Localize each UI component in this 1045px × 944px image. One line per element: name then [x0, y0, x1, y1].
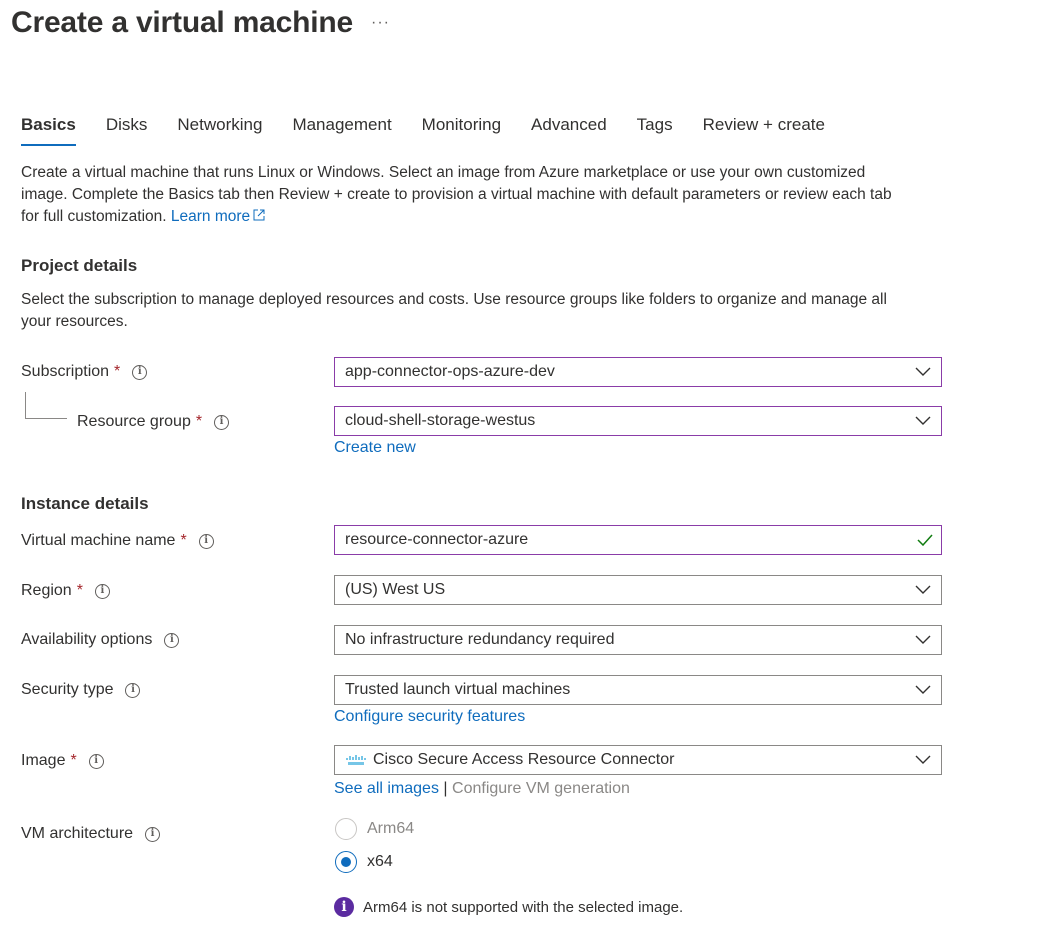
info-icon[interactable]: i — [89, 754, 104, 769]
tab-networking[interactable]: Networking — [177, 115, 263, 134]
create-new-link[interactable]: Create new — [334, 439, 416, 456]
info-icon[interactable]: i — [164, 633, 179, 648]
tab-advanced[interactable]: Advanced — [531, 115, 607, 134]
learn-more-link[interactable]: Learn more — [171, 208, 265, 225]
see-all-images-link[interactable]: See all images — [334, 780, 439, 797]
vm-name-input[interactable]: resource-connector-azure — [334, 525, 942, 555]
arch-option-arm64: Arm64 — [335, 818, 414, 840]
chevron-down-icon — [915, 685, 931, 695]
info-icon[interactable]: i — [145, 827, 160, 842]
resource-group-select[interactable]: cloud-shell-storage-westus — [334, 406, 942, 436]
image-links: See all images | Configure VM generation — [334, 780, 630, 797]
tab-tags[interactable]: Tags — [636, 115, 673, 134]
availability-label: Availability options i — [21, 629, 179, 651]
tab-review-create[interactable]: Review + create — [702, 115, 825, 134]
subscription-label: Subscription * i — [21, 361, 147, 383]
configure-vm-generation-link: Configure VM generation — [452, 780, 630, 797]
tab-disks[interactable]: Disks — [105, 115, 148, 134]
availability-select[interactable]: No infrastructure redundancy required — [334, 625, 942, 655]
tab-management[interactable]: Management — [292, 115, 392, 134]
arm64-radio — [335, 818, 357, 840]
subscription-select[interactable]: app-connector-ops-azure-dev — [334, 357, 942, 387]
intro-description: Create a virtual machine that runs Linux or Windows. Select an image from Azure marketplace or use your own customized image. Complete the Basics tab then Review + create to provision a virtual machine with default parameters or review each tab for full customization. Learn more — [21, 164, 892, 225]
info-icon[interactable]: i — [125, 683, 140, 698]
region-label: Region * i — [21, 580, 110, 602]
tab-monitoring[interactable]: Monitoring — [421, 115, 502, 134]
chevron-down-icon — [915, 367, 931, 377]
image-select[interactable]: Cisco Secure Access Resource Connector — [334, 745, 942, 775]
info-icon[interactable]: i — [199, 534, 214, 549]
tab-bar — [21, 114, 855, 146]
vm-name-label: Virtual machine name * i — [21, 530, 214, 552]
checkmark-icon — [917, 534, 933, 546]
vm-architecture-label: VM architecture i — [21, 823, 160, 845]
image-label: Image * i — [21, 750, 104, 772]
security-type-label: Security type i — [21, 679, 140, 701]
chevron-down-icon — [915, 755, 931, 765]
resource-group-label: Resource group * i — [77, 411, 229, 433]
instance-details-heading: Instance details — [21, 494, 149, 513]
chevron-down-icon — [915, 635, 931, 645]
configure-security-link[interactable]: Configure security features — [334, 708, 526, 725]
project-details-heading: Project details — [21, 256, 138, 275]
chevron-down-icon — [915, 585, 931, 595]
cisco-logo-icon — [345, 754, 367, 766]
info-icon[interactable]: i — [132, 365, 147, 380]
external-link-icon — [253, 209, 265, 221]
tab-basics[interactable]: Basics — [21, 114, 76, 146]
more-options-button[interactable]: ··· — [371, 14, 390, 31]
info-icon[interactable]: i — [214, 415, 229, 430]
security-type-select[interactable]: Trusted launch virtual machines — [334, 675, 942, 705]
arch-info-note: i Arm64 is not supported with the selected image. — [334, 897, 683, 917]
x64-radio[interactable] — [335, 851, 357, 873]
project-details-description: Select the subscription to manage deployed resources and costs. Use resource groups like folders to organize and manage all your resources. — [21, 291, 887, 330]
info-icon[interactable]: i — [95, 584, 110, 599]
chevron-down-icon — [915, 416, 931, 426]
arch-option-x64[interactable]: x64 — [335, 851, 393, 873]
region-select[interactable]: (US) West US — [334, 575, 942, 605]
page-title: Create a virtual machine — [11, 6, 354, 39]
info-filled-icon: i — [334, 897, 354, 917]
tree-connector — [25, 392, 67, 419]
